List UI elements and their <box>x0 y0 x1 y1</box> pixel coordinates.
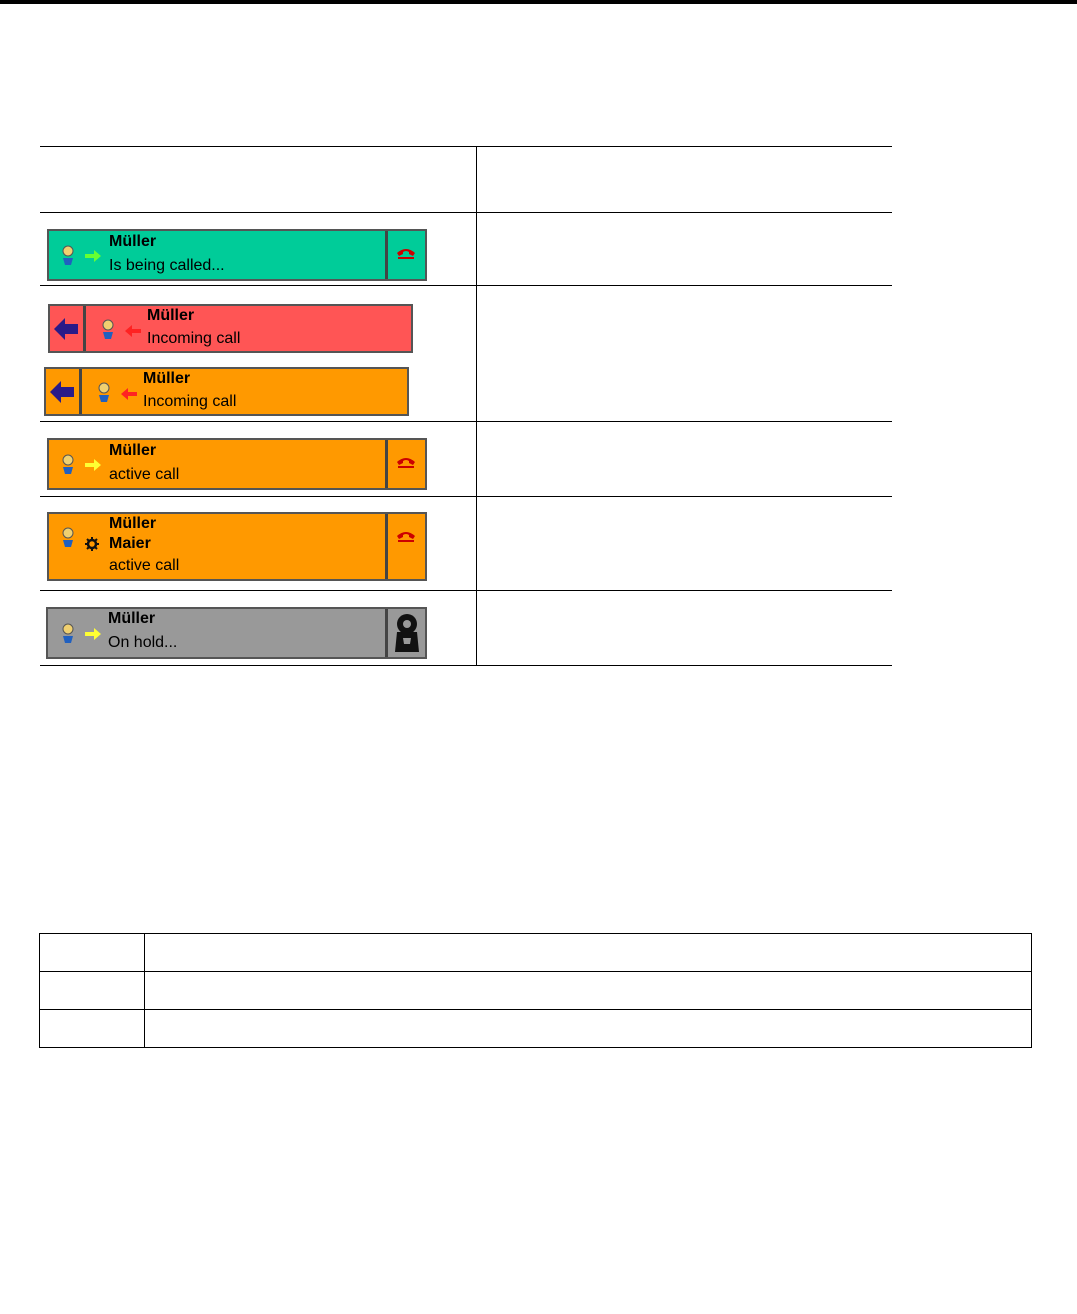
top-rule <box>0 0 1077 4</box>
caller-name: Müller <box>109 442 157 459</box>
hold-button[interactable] <box>385 609 425 657</box>
arrow-left-icon <box>125 325 141 337</box>
call-status: active call <box>109 557 180 574</box>
table-rule <box>40 590 892 591</box>
table-rule <box>40 212 892 213</box>
pickup-button[interactable] <box>50 306 86 351</box>
caller-name: Müller <box>147 307 195 324</box>
hang-up-icon <box>395 454 417 468</box>
caller-name: Müller <box>108 610 156 627</box>
gear-icon <box>85 537 99 551</box>
person-icon <box>60 453 76 475</box>
call-status: Incoming call <box>143 393 237 410</box>
caller-name: Müller <box>109 515 157 532</box>
pickup-arrow-icon <box>54 318 78 340</box>
call-bar-active[interactable] <box>47 438 427 490</box>
table-column-divider <box>476 146 477 665</box>
caller-name: Müller <box>143 370 191 387</box>
hang-up-button[interactable] <box>385 440 425 488</box>
table-rule <box>40 421 892 422</box>
lower-table <box>39 933 1032 1048</box>
hang-up-icon <box>395 528 417 542</box>
person-icon <box>60 526 76 548</box>
caller-name: Müller <box>109 233 157 250</box>
call-status: Is being called... <box>109 257 225 274</box>
table-column-divider <box>144 934 145 1047</box>
call-bar-incoming[interactable] <box>44 367 409 416</box>
person-icon <box>100 318 116 340</box>
table-rule <box>40 146 892 147</box>
person-icon <box>96 381 112 403</box>
caller-name-2: Maier <box>109 535 151 552</box>
call-bar-outgoing[interactable] <box>47 229 427 281</box>
call-bar-on-hold[interactable] <box>46 607 427 659</box>
pickup-arrow-icon <box>50 381 74 403</box>
call-bar-incoming-alerting[interactable] <box>48 304 413 353</box>
person-icon <box>60 622 76 644</box>
table-rule <box>40 496 892 497</box>
hang-up-button[interactable] <box>385 231 425 279</box>
person-icon <box>60 244 76 266</box>
table-rule <box>40 971 1031 972</box>
arrow-right-icon <box>85 459 101 471</box>
arrow-left-icon <box>121 388 137 400</box>
arrow-right-icon <box>85 250 101 262</box>
arrow-right-icon <box>85 628 101 640</box>
on-hold-icon <box>393 612 421 654</box>
table-rule <box>40 1009 1031 1010</box>
hang-up-button[interactable] <box>385 514 425 579</box>
pickup-button[interactable] <box>46 369 82 414</box>
call-status: Incoming call <box>147 330 241 347</box>
call-bar-body[interactable] <box>49 514 385 579</box>
call-bar-conference[interactable] <box>47 512 427 581</box>
table-rule <box>40 665 892 666</box>
table-rule <box>40 285 892 286</box>
call-status: active call <box>109 466 180 483</box>
call-status: On hold... <box>108 634 178 651</box>
hang-up-icon <box>395 245 417 259</box>
